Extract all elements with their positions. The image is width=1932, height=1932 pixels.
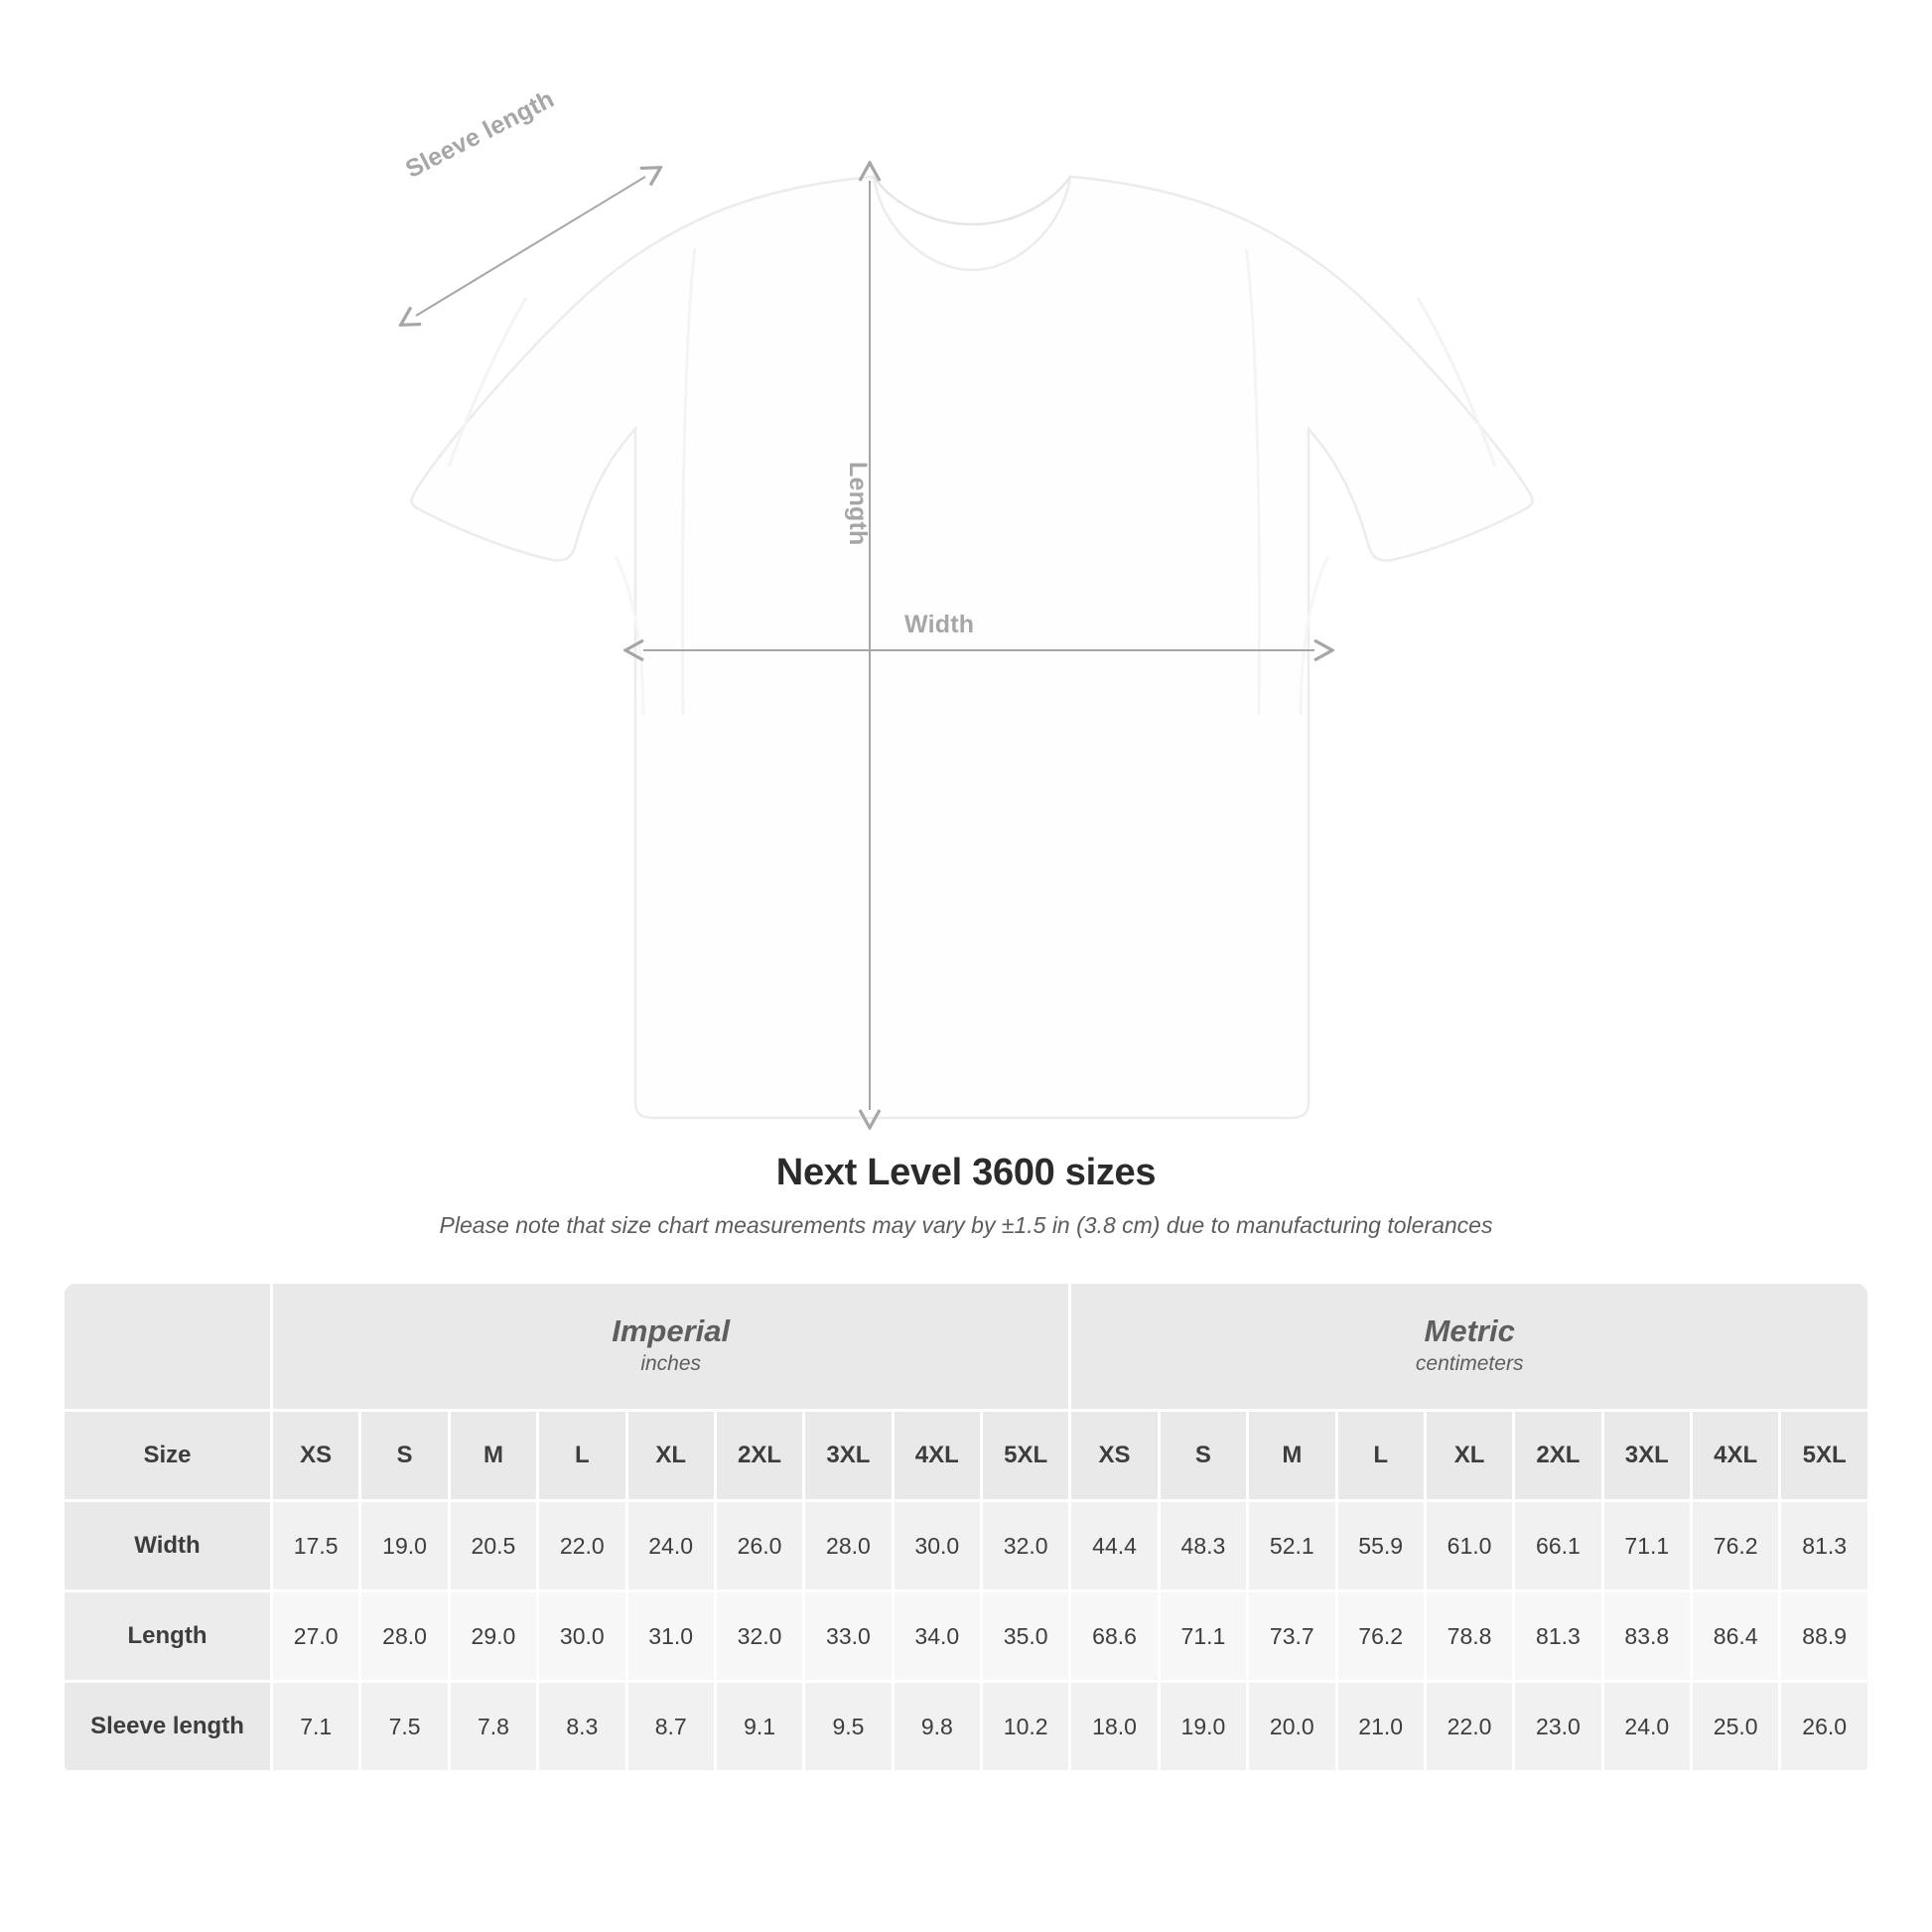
size-column-label: S xyxy=(1159,1411,1247,1501)
measurement-cell: 88.9 xyxy=(1780,1591,1869,1682)
measurement-cell: 71.1 xyxy=(1159,1591,1247,1682)
unit-group-subtitle: inches xyxy=(640,1352,702,1376)
measurement-cell: 22.0 xyxy=(1425,1682,1513,1772)
measurement-cell: 30.0 xyxy=(538,1591,626,1682)
size-column-label: M xyxy=(449,1411,537,1501)
size-column-label: 2XL xyxy=(715,1411,803,1501)
size-column-label: 2XL xyxy=(1514,1411,1602,1501)
size-column-label: XS xyxy=(272,1411,360,1501)
measurement-cell: 33.0 xyxy=(804,1591,893,1682)
measurement-cell: 28.0 xyxy=(804,1501,893,1591)
measurement-cell: 27.0 xyxy=(272,1591,360,1682)
unit-group-subtitle: centimeters xyxy=(1415,1352,1524,1376)
measurement-cell: 81.3 xyxy=(1780,1501,1869,1591)
measurement-cell: 34.0 xyxy=(893,1591,981,1682)
width-label: Width xyxy=(904,611,975,638)
measurement-cell: 7.8 xyxy=(449,1682,537,1772)
size-column-label: S xyxy=(360,1411,449,1501)
table-row xyxy=(64,1591,1869,1682)
measurement-cell: 32.0 xyxy=(982,1501,1070,1591)
row-header-sleeve-length: Sleeve length xyxy=(64,1682,272,1772)
measurement-cell: 26.0 xyxy=(1780,1682,1869,1772)
measurement-cell: 73.7 xyxy=(1248,1591,1336,1682)
measurement-cell: 24.0 xyxy=(626,1501,715,1591)
size-chart-table-wrapper xyxy=(62,1281,1870,1773)
unit-group-name: Imperial xyxy=(612,1313,731,1349)
measurement-cell: 28.0 xyxy=(360,1591,449,1682)
tolerance-note: Please note that size chart measurements may vary by ±1.5 in (3.8 cm) due to manufacturing tolerances xyxy=(439,1212,1493,1238)
measurement-cell: 68.6 xyxy=(1070,1591,1159,1682)
measurement-cell: 8.3 xyxy=(538,1682,626,1772)
measurement-cell: 25.0 xyxy=(1692,1682,1780,1772)
measurement-cell: 21.0 xyxy=(1336,1682,1425,1772)
measurement-cell: 86.4 xyxy=(1692,1591,1780,1682)
measurement-cell: 9.1 xyxy=(715,1682,803,1772)
heading-block xyxy=(0,1152,1932,1239)
measurement-cell: 19.0 xyxy=(1159,1682,1247,1772)
table-row xyxy=(64,1501,1869,1591)
measurement-cell: 26.0 xyxy=(715,1501,803,1591)
table-row xyxy=(64,1682,1869,1772)
measurement-cell: 76.2 xyxy=(1336,1591,1425,1682)
measurement-cell: 7.1 xyxy=(272,1682,360,1772)
size-column-label: XL xyxy=(626,1411,715,1501)
measurement-cell: 78.8 xyxy=(1425,1591,1513,1682)
size-column-header: Size xyxy=(64,1411,272,1501)
measurement-cell: 31.0 xyxy=(626,1591,715,1682)
size-column-label: M xyxy=(1248,1411,1336,1501)
size-column-label: L xyxy=(538,1411,626,1501)
unit-group-header-imperial xyxy=(272,1283,1070,1411)
unit-group-name: Metric xyxy=(1424,1313,1515,1349)
measurement-cell: 10.2 xyxy=(982,1682,1070,1772)
measurement-cell: 30.0 xyxy=(893,1501,981,1591)
measurement-cell: 32.0 xyxy=(715,1591,803,1682)
size-column-label: L xyxy=(1336,1411,1425,1501)
size-column-label: 3XL xyxy=(1602,1411,1691,1501)
page-title: Next Level 3600 sizes xyxy=(775,1152,1157,1193)
measurement-cell: 23.0 xyxy=(1514,1682,1602,1772)
measurement-cell: 24.0 xyxy=(1602,1682,1691,1772)
measurement-cell: 35.0 xyxy=(982,1591,1070,1682)
measurement-cell: 9.8 xyxy=(893,1682,981,1772)
row-header-length: Length xyxy=(64,1591,272,1682)
measurement-cell: 48.3 xyxy=(1159,1501,1247,1591)
size-column-label: 5XL xyxy=(982,1411,1070,1501)
measurement-cell: 19.0 xyxy=(360,1501,449,1591)
length-label: Length xyxy=(844,462,872,546)
measurement-cell: 9.5 xyxy=(804,1682,893,1772)
size-column-label: 3XL xyxy=(804,1411,893,1501)
measurement-cell: 76.2 xyxy=(1692,1501,1780,1591)
measurement-cell: 44.4 xyxy=(1070,1501,1159,1591)
size-column-label: 4XL xyxy=(893,1411,981,1501)
size-column-label: XL xyxy=(1425,1411,1513,1501)
size-header-row xyxy=(64,1411,1869,1501)
measurement-cell: 66.1 xyxy=(1514,1501,1602,1591)
size-chart-table xyxy=(62,1281,1870,1773)
unit-header-row xyxy=(64,1283,1869,1411)
measurement-cell: 83.8 xyxy=(1602,1591,1691,1682)
measurement-cell: 22.0 xyxy=(538,1501,626,1591)
size-column-label: 4XL xyxy=(1692,1411,1780,1501)
measurement-cell: 55.9 xyxy=(1336,1501,1425,1591)
unit-group-header-metric xyxy=(1070,1283,1869,1411)
sleeve-length-label: Sleeve length xyxy=(401,84,559,184)
table-corner-cell xyxy=(64,1283,272,1411)
measurement-cell: 8.7 xyxy=(626,1682,715,1772)
tshirt-shape xyxy=(411,177,1532,1118)
measurement-cell: 18.0 xyxy=(1070,1682,1159,1772)
size-column-label: XS xyxy=(1070,1411,1159,1501)
measurement-cell: 61.0 xyxy=(1425,1501,1513,1591)
size-column-label: 5XL xyxy=(1780,1411,1869,1501)
measurement-cell: 81.3 xyxy=(1514,1591,1602,1682)
measurement-cell: 20.0 xyxy=(1248,1682,1336,1772)
row-header-width: Width xyxy=(64,1501,272,1591)
measurement-cell: 17.5 xyxy=(272,1501,360,1591)
measurement-cell: 7.5 xyxy=(360,1682,449,1772)
measurement-cell: 29.0 xyxy=(449,1591,537,1682)
measurement-cell: 20.5 xyxy=(449,1501,537,1591)
measurement-cell: 52.1 xyxy=(1248,1501,1336,1591)
measurement-cell: 71.1 xyxy=(1602,1501,1691,1591)
